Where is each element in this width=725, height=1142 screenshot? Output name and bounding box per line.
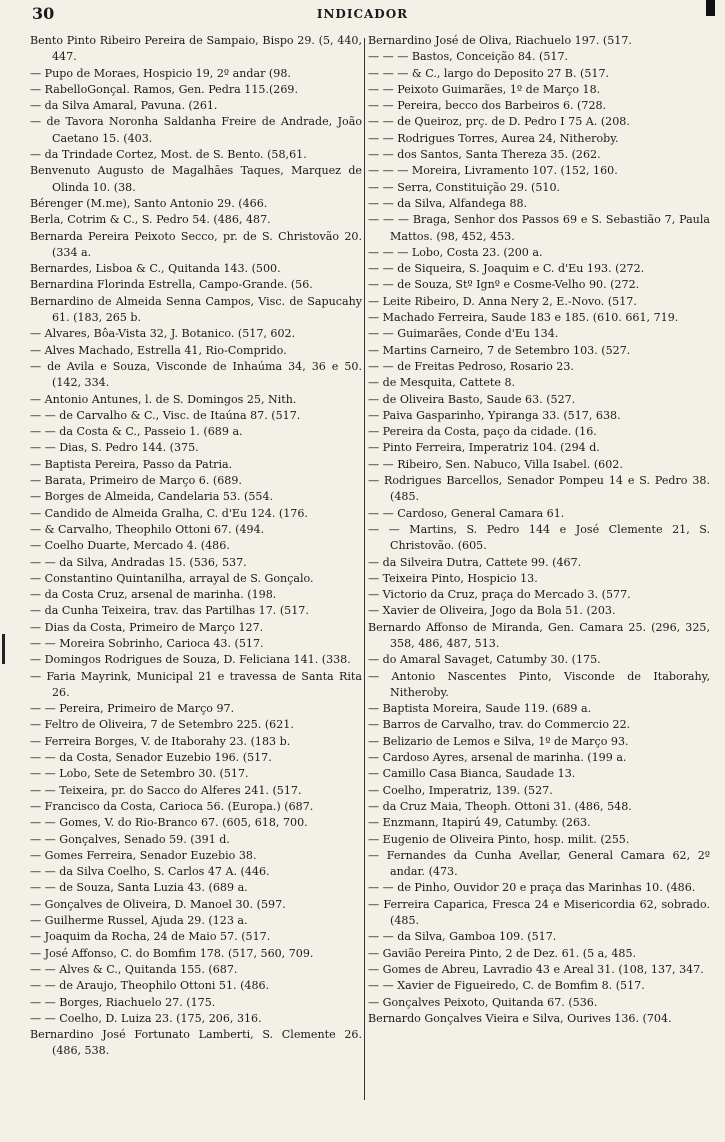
margin-bracket-mark	[2, 634, 5, 664]
directory-entry: — Gonçalves de Oliveira, D. Manoel 30. (597.	[30, 897, 286, 911]
directory-entry: Bernardo Gonçalves Vieira e Silva, Ourives 136. (704.	[368, 1011, 672, 1025]
directory-entry: — — da Costa, Senador Euzebio 196. (517.	[30, 751, 272, 765]
directory-entry: — — da Silva, Gamboa 109. (517.	[368, 930, 557, 944]
directory-entry: — Ferreira Borges, V. de Itaborahy 23. (183 b.	[30, 734, 291, 748]
directory-entry: — — Moreira Sobrinho, Carioca 43. (517.	[30, 636, 264, 650]
directory-entry: Bernardino José Fortunato Lamberti, S. Clemente 26. (486, 538.	[30, 1028, 362, 1058]
directory-entry: — — de Araujo, Theophilo Ottoni 51. (486.	[30, 979, 270, 993]
directory-entry: — Baptista Moreira, Saude 119. (689 a.	[368, 702, 592, 716]
directory-entry: — — Guimarães, Conde d'Eu 134.	[368, 327, 559, 341]
directory-entry: — da Cunha Teixeira, trav. das Partilhas 17. (517.	[30, 604, 309, 618]
directory-entry: — Feltro de Oliveira, 7 de Setembro 225. (621.	[30, 718, 294, 732]
directory-entry: — Faria Mayrink, Municipal 21 e travessa de Santa Rita 26.	[30, 669, 362, 699]
directory-entry: — — — Lobo, Costa 23. (200 a.	[368, 245, 543, 259]
directory-entry: — — de Pinho, Ouvidor 20 e praça das Marinhas 10. (486.	[368, 881, 696, 895]
directory-entry: — Machado Ferreira, Saude 183 e 185. (610. 661, 719.	[368, 311, 679, 325]
directory-entry: — — de Queiroz, prç. de D. Pedro I 75 A. (208.	[368, 115, 630, 129]
directory-entry: — Ferreira Caparica, Fresca 24 e Misericordia 62, sobrado. (485.	[368, 897, 710, 928]
directory-entry: Bernardo Affonso de Miranda, Gen. Camara 25. (296, 325, 358, 486, 487, 513.	[368, 620, 710, 650]
directory-entry: — Antonio Nascentes Pinto, Visconde de Itaborahy, Nitheroby.	[368, 669, 710, 699]
directory-entry: — Rodrigues Barcellos, Senador Pompeu 14 e S. Pedro 38. (485.	[368, 474, 710, 504]
directory-entry: — & Carvalho, Theophilo Ottoni 67. (494.	[30, 522, 265, 536]
directory-entry: — — de Siqueira, S. Joaquim e C. d'Eu 193. (272.	[368, 262, 645, 276]
directory-entry: — Teixeira Pinto, Hospicio 13.	[368, 571, 538, 585]
directory-entry: — — Rodrigues Torres, Aurea 24, Nitheroby.	[368, 131, 619, 145]
directory-entry: — — — Braga, Senhor dos Passos 69 e S. Sebastião 7, Paula Mattos. (98, 452, 453.	[368, 213, 710, 243]
directory-entry: — — Borges, Riachuelo 27. (175.	[30, 995, 216, 1009]
directory-entry: — — Alves & C., Quitanda 155. (687.	[30, 962, 238, 976]
directory-entry: — de Oliveira Basto, Saude 63. (527.	[368, 392, 576, 406]
directory-entry: — Guilherme Russel, Ajuda 29. (123 a.	[30, 914, 248, 928]
directory-entry: — Enzmann, Itapirú 49, Catumby. (263.	[368, 816, 591, 830]
directory-entry: — — Gonçalves, Senado 59. (391 d.	[30, 832, 230, 846]
directory-entry: — Gonçalves Peixoto, Quitanda 67. (536.	[368, 995, 598, 1009]
directory-entry: — Victorio da Cruz, praça do Mercado 3. (577.	[368, 588, 631, 602]
directory-entry: — — Ribeiro, Sen. Nabuco, Villa Isabel. (602.	[368, 457, 623, 471]
directory-entry: — Francisco da Costa, Carioca 56. (Europa.) (687.	[30, 799, 314, 813]
directory-entry: — — Martins, S. Pedro 144 e José Clemente 21, S. Christovão. (605.	[368, 522, 710, 553]
directory-entry: — Leite Ribeiro, D. Anna Nery 2, E.-Novo. (517.	[368, 294, 637, 308]
directory-entry: — — da Silva Coelho, S. Carlos 47 A. (446.	[30, 865, 270, 879]
directory-entry: — Antonio Antunes, l. de S. Domingos 25, Nith.	[30, 392, 297, 406]
directory-entry: — — Xavier de Figueiredo, C. de Bomfim 8. (517.	[368, 979, 645, 993]
directory-entry: — Joaquim da Rocha, 24 de Maio 57. (517.	[30, 930, 271, 944]
directory-entry: Bérenger (M.me), Santo Antonio 29. (466.	[30, 196, 268, 210]
directory-entry: — de Avila e Souza, Visconde de Inhaúma 34, 36 e 50. (142, 334.	[30, 359, 362, 390]
directory-entry: — — Lobo, Sete de Setembro 30. (517.	[30, 767, 249, 781]
right-column	[368, 33, 710, 1108]
column-divider	[364, 38, 365, 1100]
directory-entry: — do Amaral Savaget, Catumby 30. (175.	[368, 653, 601, 667]
directory-entry: — — Pereira, becco dos Barbeiros 6. (728.	[368, 99, 607, 113]
directory-entry: — Eugenio de Oliveira Pinto, hosp. milit. (255.	[368, 832, 630, 846]
directory-entry: Benvenuto Augusto de Magalhães Taques, Marquez de Olinda 10. (38.	[30, 164, 362, 194]
directory-entry: — Alvares, Bôa-Vista 32, J. Botanico. (517, 602.	[30, 327, 296, 341]
directory-entry: — Constantino Quintanilha, arrayal de S. Gonçalo.	[30, 571, 314, 585]
directory-entry: — Paiva Gasparinho, Ypiranga 33. (517, 638.	[368, 408, 621, 422]
directory-entry: — de Mesquita, Cattete 8.	[368, 376, 516, 390]
directory-entry: — — da Silva, Alfandega 88.	[368, 196, 528, 210]
directory-entry: — — de Souza, Santa Luzia 43. (689 a.	[30, 881, 248, 895]
directory-entry: — — de Souza, Stº Ignº e Cosme-Velho 90. (272.	[368, 278, 640, 292]
directory-entry: — Pupo de Moraes, Hospicio 19, 2º andar (98.	[30, 66, 291, 80]
directory-entry: Bernardes, Lisboa & C., Quitanda 143. (500.	[30, 262, 281, 276]
directory-entry: — — Gomes, V. do Rio-Branco 67. (605, 618, 700.	[30, 816, 308, 830]
directory-entry: — Martins Carneiro, 7 de Setembro 103. (527.	[368, 343, 631, 357]
directory-entry: — — da Silva, Andradas 15. (536, 537.	[30, 555, 247, 569]
directory-entry: — — — Moreira, Livramento 107. (152, 160.	[368, 164, 618, 178]
page-header	[10, 4, 715, 24]
directory-entry: — — Peixoto Guimarães, 1º de Março 18.	[368, 82, 601, 96]
directory-entry: — Baptista Pereira, Passo da Patria.	[30, 457, 233, 471]
directory-entry: Bernardino de Almeida Senna Campos, Visc. de Sapucahy 61. (183, 265 b.	[30, 294, 362, 325]
left-column	[30, 33, 362, 1108]
directory-entry: — — Dias, S. Pedro 144. (375.	[30, 441, 199, 455]
directory-entry: — Xavier de Oliveira, Jogo da Bola 51. (203.	[368, 604, 616, 618]
directory-entry: — da Cruz Maia, Theoph. Ottoni 31. (486, 548.	[368, 799, 632, 813]
directory-entry: — Fernandes da Cunha Avellar, General Camara 62, 2º andar. (473.	[368, 848, 710, 879]
directory-entry: — da Trindade Cortez, Most. de S. Bento. (58,61.	[30, 148, 307, 162]
directory-entry: — Barros de Carvalho, trav. do Commercio 22.	[368, 718, 631, 732]
directory-entry: — Domingos Rodrigues de Souza, D. Feliciana 141. (338.	[30, 653, 351, 667]
directory-entry: — Dias da Costa, Primeiro de Março 127.	[30, 620, 264, 634]
directory-entry: Berla, Cotrim & C., S. Pedro 54. (486, 487.	[30, 213, 271, 227]
directory-entry: — Belizario de Lemos e Silva, 1º de Março 93.	[368, 734, 629, 748]
directory-entry: — — Cardoso, General Camara 61.	[368, 506, 565, 520]
directory-entry: — — Coelho, D. Luiza 23. (175, 206, 316.	[30, 1011, 262, 1025]
directory-entry: — Gavião Pereira Pinto, 2 de Dez. 61. (5 a, 485.	[368, 946, 637, 960]
directory-entry: — Gomes de Abreu, Lavradio 43 e Areal 31. (108, 137, 347.	[368, 962, 704, 976]
directory-entry: — — Serra, Constituição 29. (510.	[368, 180, 561, 194]
directory-entry: — — dos Santos, Santa Thereza 35. (262.	[368, 148, 601, 162]
directory-entry: — Cardoso Ayres, arsenal de marinha. (199 a.	[368, 751, 627, 765]
directory-entry: — da Silveira Dutra, Cattete 99. (467.	[368, 555, 582, 569]
directory-entry: — de Tavora Noronha Saldanha Freire de Andrade, João Caetano 15. (403.	[30, 115, 362, 145]
directory-entry: Bento Pinto Ribeiro Pereira de Sampaio, Bispo 29. (5, 440, 447.	[30, 34, 362, 64]
directory-entry: — Borges de Almeida, Candelaria 53. (554.	[30, 490, 274, 504]
directory-entry: — — de Freitas Pedroso, Rosario 23.	[368, 359, 574, 373]
directory-entry: — — de Carvalho & C., Visc. de Itaúna 87. (517.	[30, 408, 301, 422]
running-title: INDICADOR	[316, 7, 409, 21]
directory-entry: — José Affonso, C. do Bomfim 178. (517, 560, 709.	[30, 946, 314, 960]
directory-entry: — Barata, Primeiro de Março 6. (689.	[30, 474, 242, 488]
directory-entry: — Gomes Ferreira, Senador Euzebio 38.	[30, 848, 257, 862]
directory-entry: — — da Costa & C., Passeio 1. (689 a.	[30, 425, 243, 439]
page-number: 30	[32, 4, 55, 23]
directory-entry: Bernarda Pereira Peixoto Secco, pr. de S. Christovão 20. (334 a.	[30, 229, 362, 259]
directory-entry: — Pereira da Costa, paço da cidade. (16.	[368, 425, 597, 439]
directory-entry: — Coelho Duarte, Mercado 4. (486.	[30, 539, 230, 553]
directory-entry: — Camillo Casa Bianca, Saudade 13.	[368, 767, 576, 781]
directory-entry: — — — Bastos, Conceição 84. (517.	[368, 50, 569, 64]
directory-entry: — Pinto Ferreira, Imperatriz 104. (294 d.	[368, 441, 600, 455]
directory-entry: — — — & C., largo do Deposito 27 B. (517.	[368, 66, 610, 80]
directory-entry: Bernardino José de Oliva, Riachuelo 197. (517.	[368, 34, 632, 47]
directory-entry: — — Teixeira, pr. do Sacco do Alferes 241. (517.	[30, 783, 302, 797]
directory-entry: — Candido de Almeida Gralha, C. d'Eu 124. (176.	[30, 506, 308, 520]
directory-entry: — da Costa Cruz, arsenal de marinha. (198.	[30, 588, 277, 602]
corner-tab-mark	[706, 0, 715, 16]
directory-entry: — da Silva Amaral, Pavuna. (261.	[30, 99, 218, 113]
directory-entry: Bernardina Florinda Estrella, Campo-Grande. (56.	[30, 278, 313, 292]
directory-entry: — Alves Machado, Estrella 41, Rio-Comprido.	[30, 343, 287, 357]
directory-entry: — RabelloGonçal. Ramos, Gen. Pedra 115.(269.	[30, 82, 298, 96]
directory-entry: — — Pereira, Primeiro de Março 97.	[30, 702, 235, 716]
directory-entry: — Coelho, Imperatriz, 139. (527.	[368, 783, 553, 797]
